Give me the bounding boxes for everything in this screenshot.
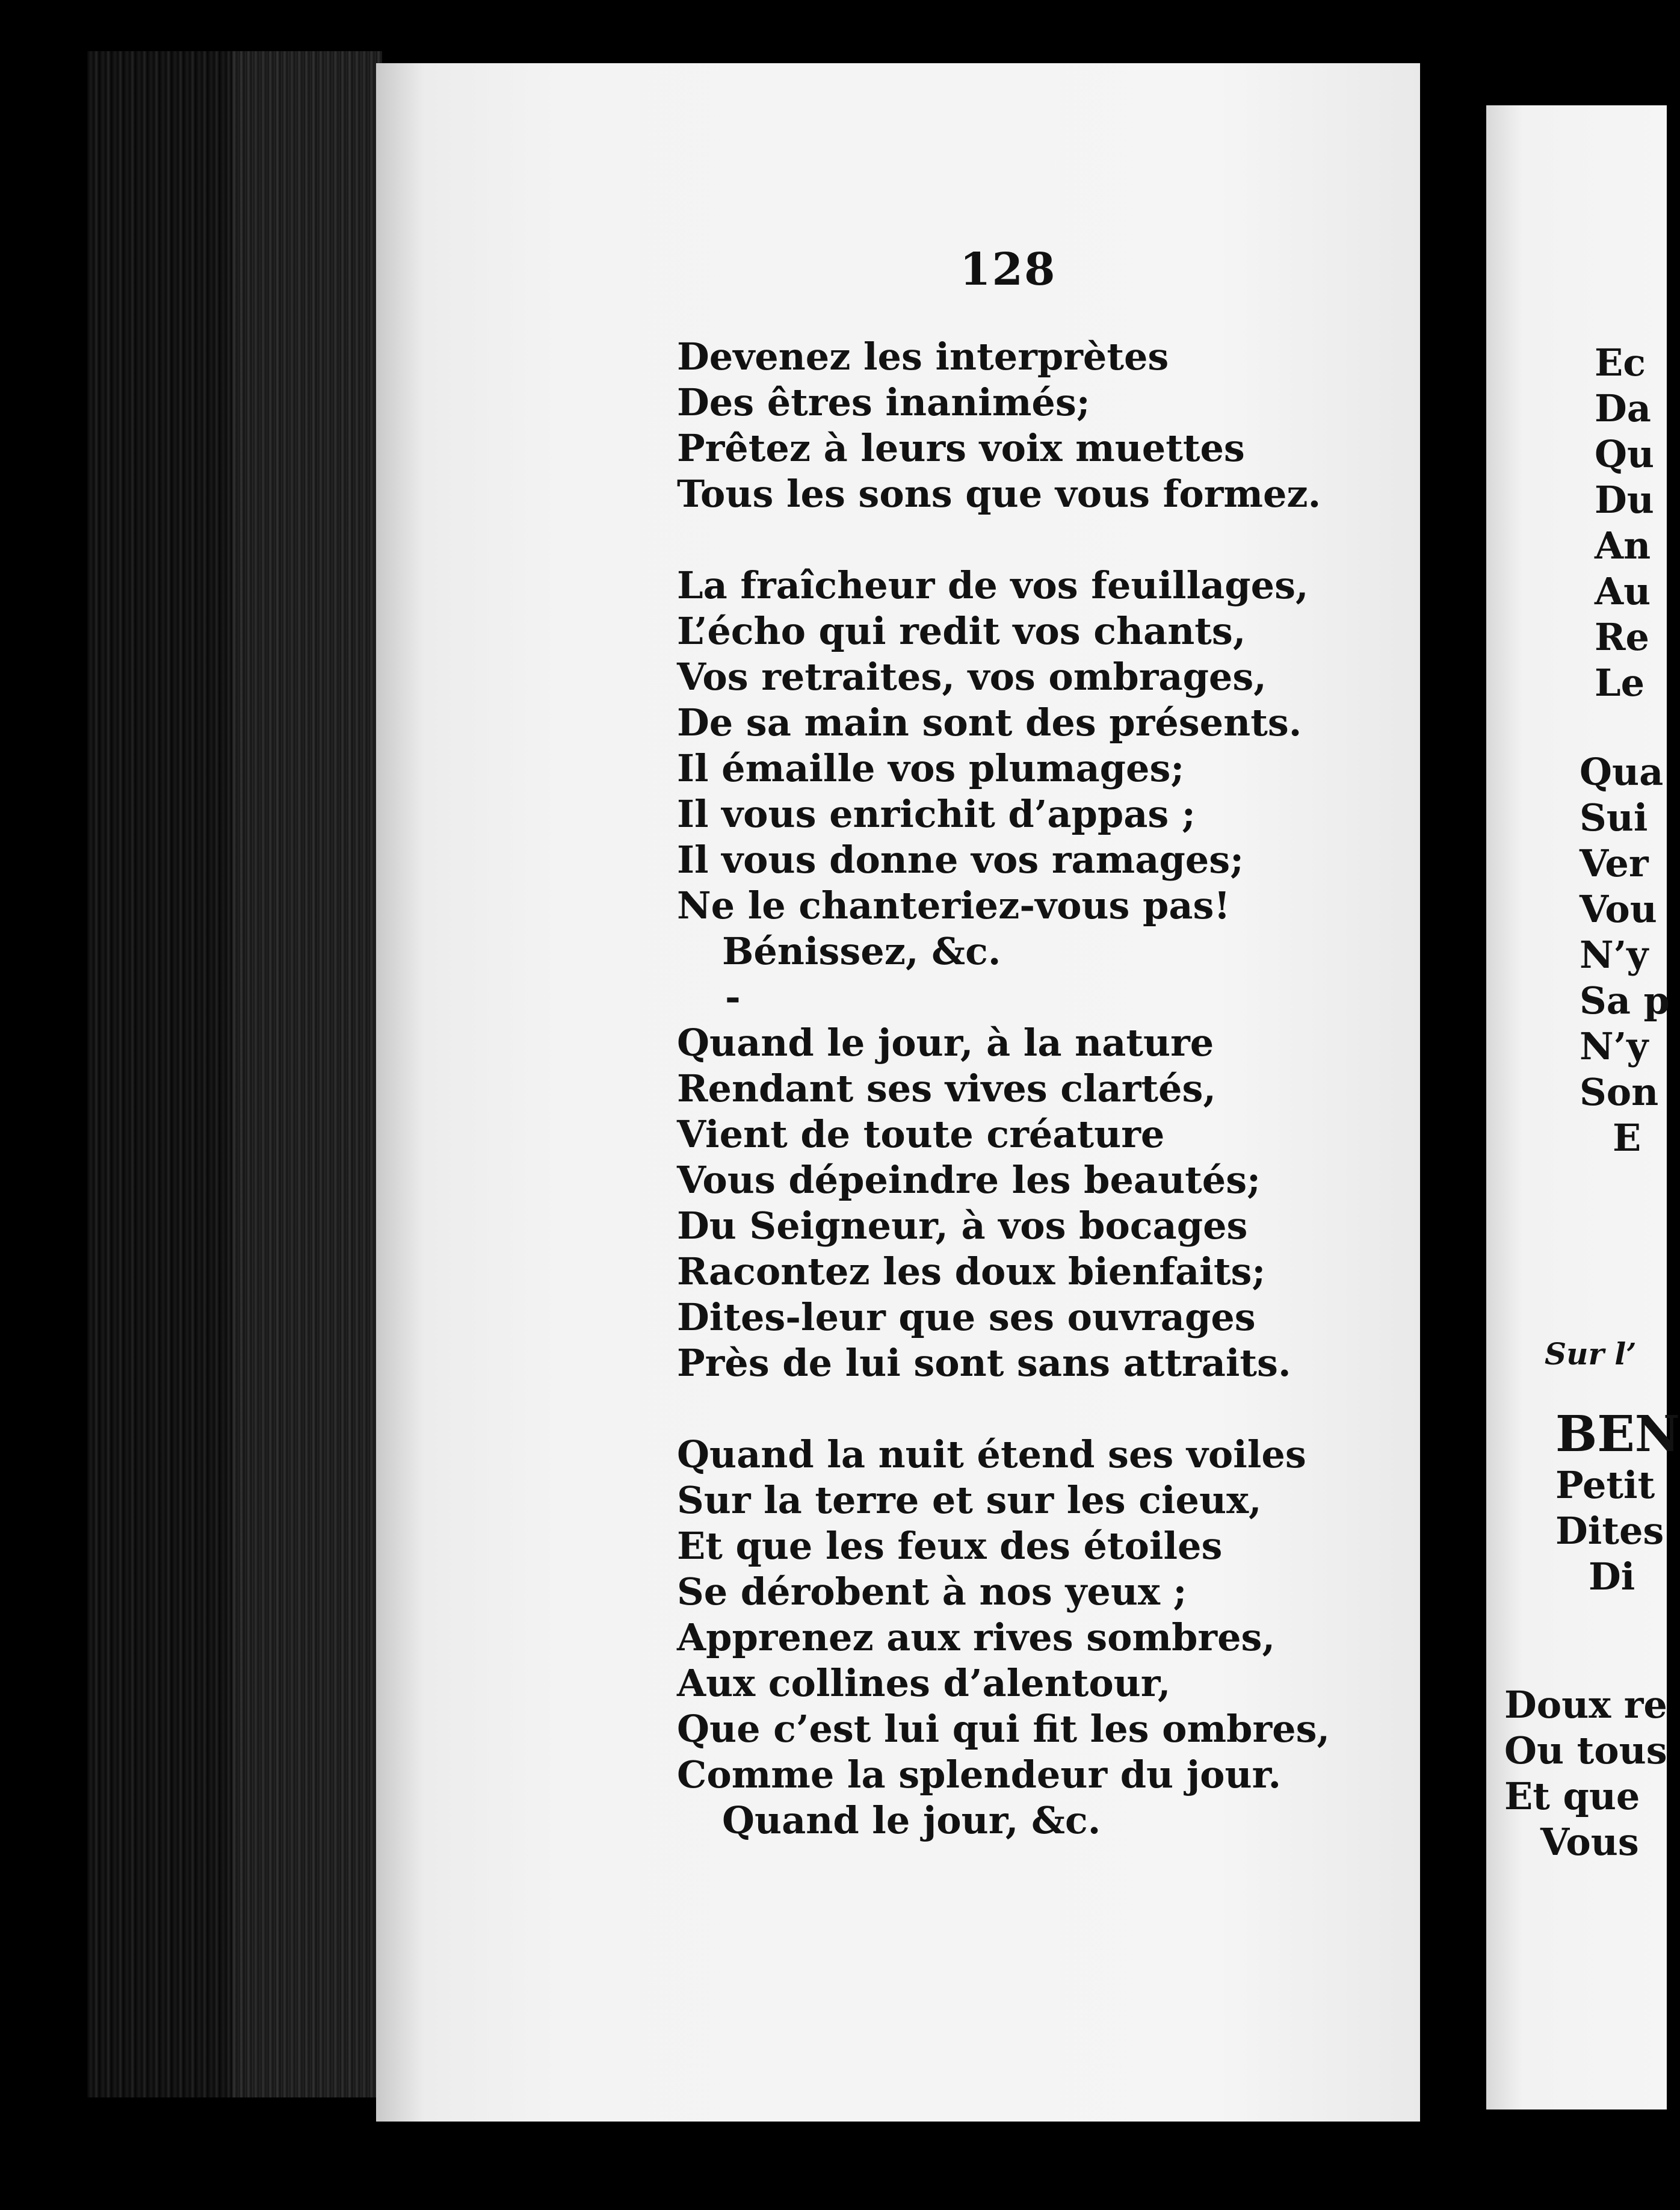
verse-fragment: Au	[1595, 569, 1651, 613]
verse-line: Se dérobent à nos yeux ;	[677, 1570, 1187, 1614]
verse-line: Il vous enrichit d’appas ;	[677, 792, 1196, 836]
verse-fragment: Sui	[1580, 796, 1648, 840]
verse-line: De sa main sont des présents.	[677, 701, 1302, 744]
verse-line: Prêtez à leurs voix muettes	[677, 426, 1245, 470]
verse-fragment: Du	[1595, 478, 1654, 522]
verse-line: Tous les sons que vous formez.	[677, 472, 1321, 516]
verse-line: Quand la nuit étend ses voiles	[677, 1432, 1306, 1476]
verse-line: Dites-leur que ses ouvrages	[677, 1295, 1256, 1339]
verse-fragment: Dites	[1555, 1509, 1664, 1553]
verse-fragment: Ou tous	[1504, 1729, 1667, 1772]
verse-fragment: Le	[1595, 661, 1645, 705]
stanza-gap	[677, 1386, 1330, 1432]
verse-fragment: Doux re	[1504, 1683, 1667, 1727]
verse-line: Vos retraites, vos ombrages,	[677, 655, 1267, 699]
verse-fragment: N’y	[1580, 933, 1649, 977]
verse-fragment: Ver	[1580, 841, 1649, 885]
verse-fragment: Da	[1595, 386, 1651, 430]
right-page-text-block-4	[1504, 1682, 1667, 1865]
verse-fragment: Qu	[1595, 432, 1655, 476]
verse-fragment: Re	[1595, 615, 1649, 659]
verse-line: Des êtres inanimés;	[677, 380, 1090, 424]
verse-line: La fraîcheur de vos feuillages,	[677, 563, 1309, 607]
verse-fragment: E	[1613, 1116, 1641, 1160]
separator-dash: -	[725, 975, 741, 1019]
verse-line: Apprenez aux rives sombres,	[677, 1615, 1276, 1659]
section-title: BEN	[1555, 1405, 1680, 1463]
verse-fragment: Sa p	[1580, 979, 1670, 1023]
verse-line: Et que les feux des étoiles	[677, 1524, 1223, 1568]
page-number: 128	[960, 244, 1057, 296]
right-page-text-block-2	[1580, 749, 1670, 1161]
refrain-line: Quand le jour, &c.	[722, 1798, 1101, 1842]
verse-fragment: Vou	[1580, 887, 1657, 931]
verse-fragment: Di	[1589, 1555, 1635, 1599]
verse-line: L’écho qui redit vos chants,	[677, 609, 1246, 653]
verse-line: Devenez les interprètes	[677, 335, 1169, 379]
verse-line: Aux collines d’alentour,	[677, 1661, 1171, 1705]
verse-line: Vient de toute créature	[677, 1112, 1165, 1156]
verse-fragment: Vous	[1540, 1820, 1639, 1864]
stanza-gap	[677, 517, 1330, 563]
right-page-text-block-1	[1595, 340, 1654, 706]
section-heading: Sur l’	[1545, 1336, 1637, 1372]
verse-fragment: An	[1595, 524, 1651, 568]
refrain-line: Bénissez, &c.	[722, 929, 1001, 973]
verse-fragment: N’y	[1580, 1024, 1649, 1068]
poem-text	[677, 334, 1330, 1843]
verse-line: Près de lui sont sans attraits.	[677, 1341, 1291, 1385]
verse-line: Du Seigneur, à vos bocages	[677, 1204, 1248, 1248]
right-page-text-block-3	[1555, 1462, 1664, 1600]
verse-fragment: Petit	[1555, 1463, 1655, 1507]
verse-fragment: Son	[1580, 1070, 1659, 1114]
verse-line: Rendant ses vives clartés,	[677, 1066, 1216, 1110]
verse-fragment: Qua	[1580, 750, 1664, 794]
verse-line: Quand le jour, à la nature	[677, 1021, 1214, 1065]
verse-line: Que c’est lui qui fit les ombres,	[677, 1707, 1330, 1751]
verse-fragment: Et que	[1504, 1774, 1640, 1818]
page-edges	[232, 51, 382, 2097]
verse-fragment: Ec	[1595, 341, 1646, 385]
verse-line: Il vous donne vos ramages;	[677, 838, 1244, 882]
verse-line: Vous dépeindre les beautés;	[677, 1158, 1261, 1202]
verse-line: Il émaille vos plumages;	[677, 746, 1185, 790]
book-spine-edge	[87, 51, 382, 2097]
verse-line: Sur la terre et sur les cieux,	[677, 1478, 1262, 1522]
verse-line: Ne le chanteriez-vous pas!	[677, 884, 1231, 927]
verse-line: Comme la splendeur du jour.	[677, 1753, 1282, 1797]
verse-line: Racontez les doux bienfaits;	[677, 1249, 1266, 1293]
